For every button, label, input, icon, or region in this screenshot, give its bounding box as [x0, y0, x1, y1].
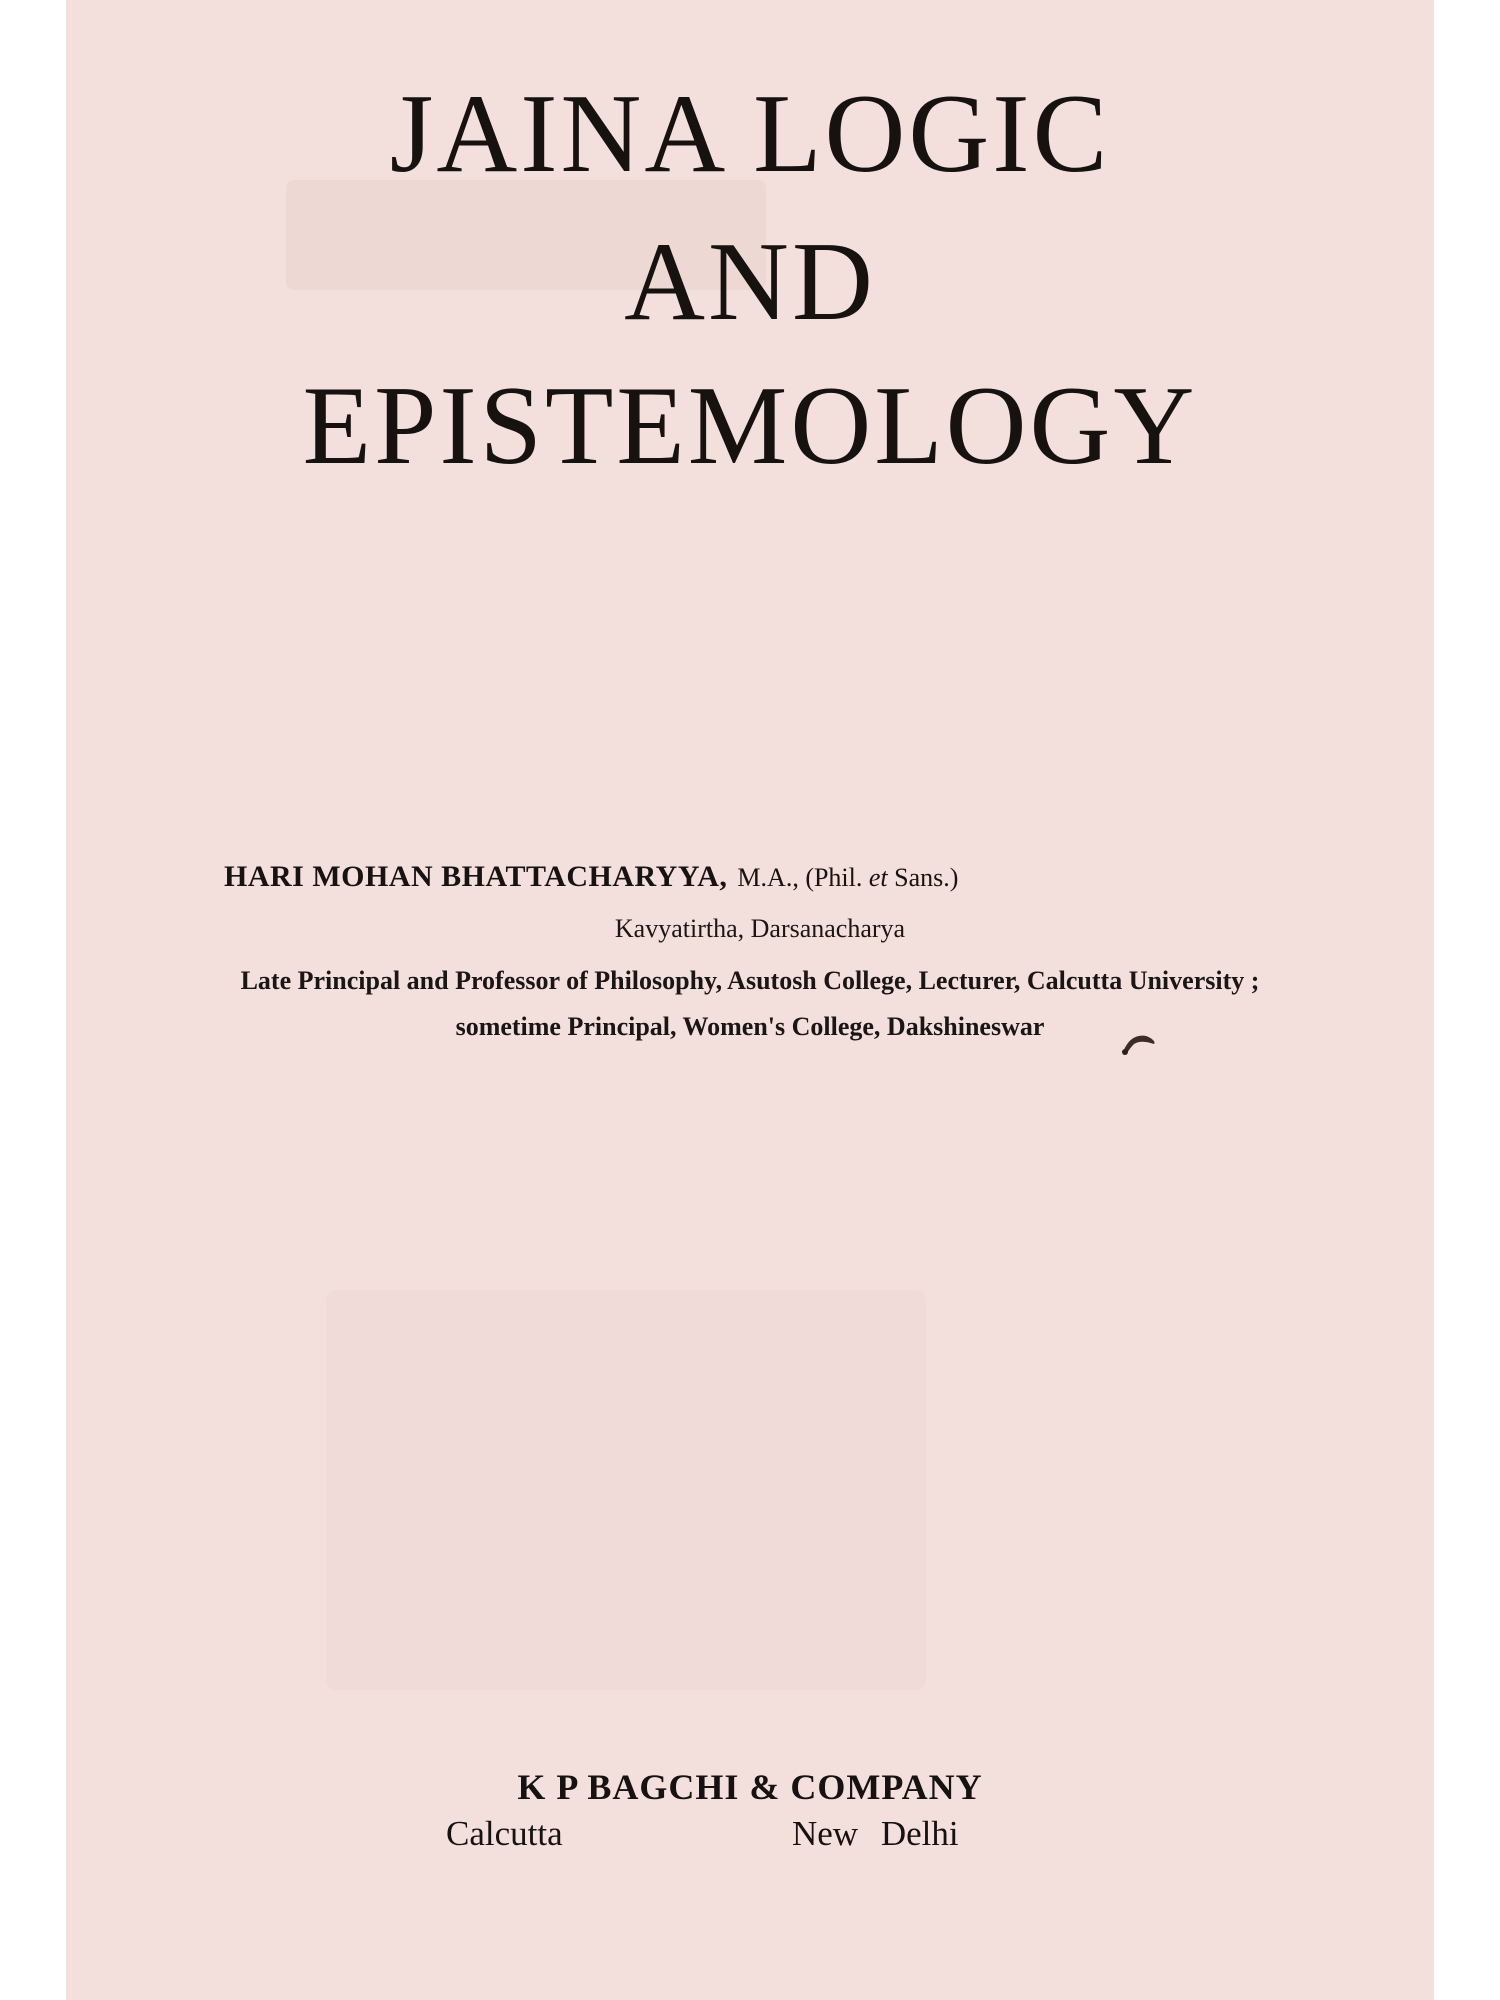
- degree-et: et: [868, 863, 888, 892]
- title-line-1: JAINA LOGIC: [389, 72, 1111, 196]
- degree-suffix: Sans.): [887, 863, 959, 892]
- title-line-3: EPISTEMOLOGY: [302, 364, 1198, 488]
- publisher-city-calcutta: Calcutta: [446, 1814, 563, 1853]
- author-position-1: Late Principal and Professor of Philosophy, Asutosh College, Lecturer, Calcutta University ;: [240, 966, 1260, 995]
- title-line-2: AND: [624, 220, 876, 344]
- author-name: HARI MOHAN BHATTACHARYYA,: [224, 860, 728, 893]
- degree-prefix: M.A., (Phil.: [737, 863, 869, 892]
- ink-speck-mark: [1118, 1026, 1160, 1056]
- author-honors: Kavyatirtha, Darsanacharya: [614, 914, 906, 943]
- publisher-name: K P BAGCHI & COMPANY: [517, 1767, 983, 1807]
- author-line: [224, 860, 958, 894]
- author-degree: [737, 863, 958, 892]
- title-page: [66, 0, 1434, 2000]
- author-position-2: sometime Principal, Women's College, Dakshineswar: [455, 1012, 1045, 1041]
- show-through-smudge: [326, 1290, 926, 1690]
- publisher-city-new-delhi: New Delhi: [792, 1814, 959, 1853]
